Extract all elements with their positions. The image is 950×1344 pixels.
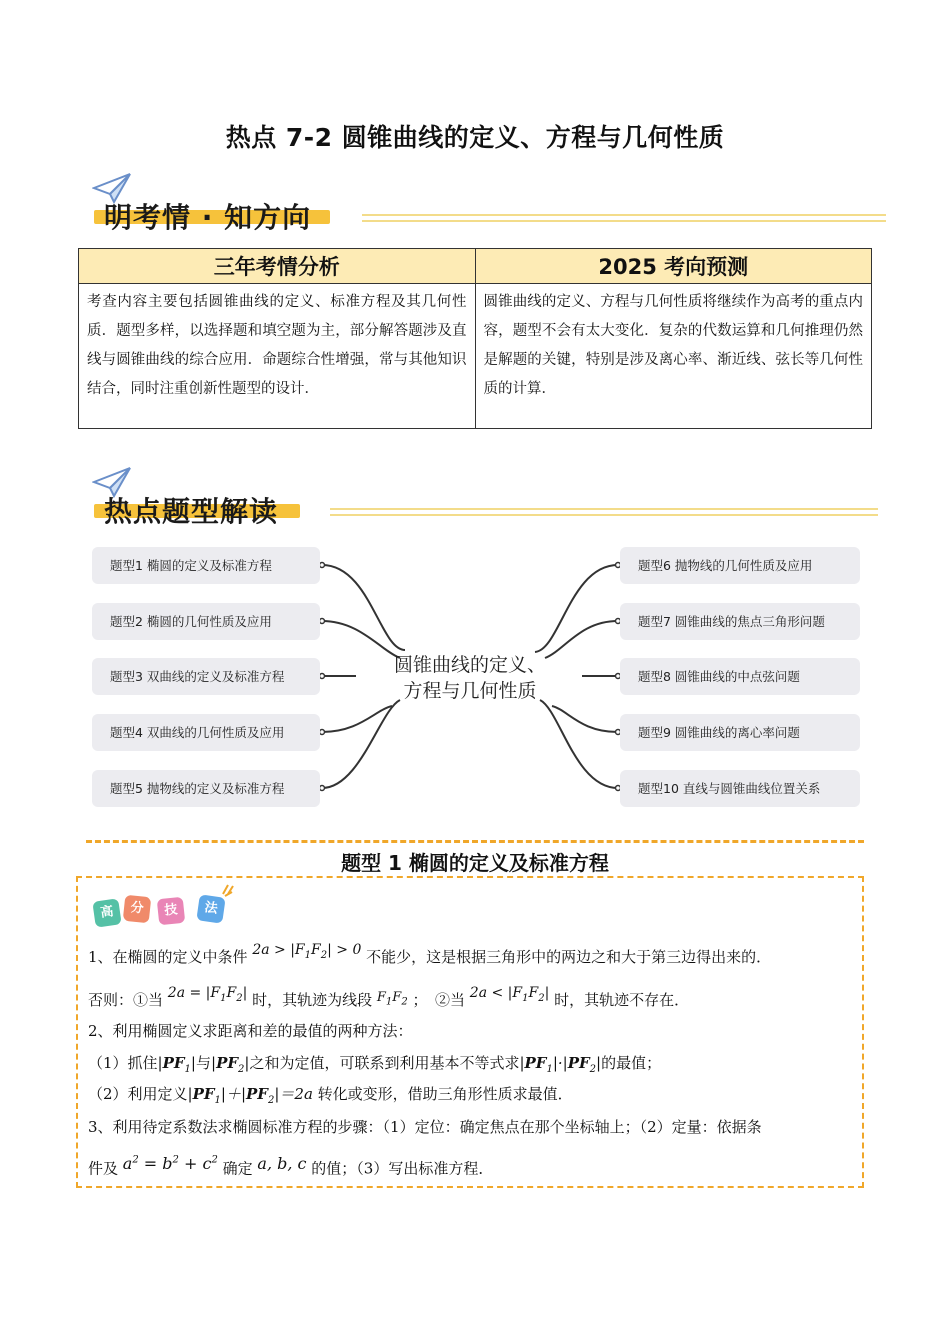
mindmap-center-line2: 方程与几何性质: [403, 680, 537, 702]
tip-text: （1）抓住: [88, 1054, 158, 1072]
badge-tile: 分: [123, 895, 152, 924]
topic-divider: [86, 840, 864, 843]
table-cell-forecast: 圆锥曲线的定义、方程与几何性质将继续作为高考的重点内容，题型不会有太大变化．复杂的代数运算和几何推理仍然是解题的关键，特别是涉及离心率、渐近线、弦长等几何性质的计算．: [475, 284, 872, 429]
tip-text: 的最值；: [601, 1054, 662, 1072]
tip-text: 之和为定值，可联系到利用基本不等式求: [249, 1054, 520, 1072]
tip-text: 与: [195, 1054, 211, 1072]
section-heading-exam-analysis: [88, 172, 348, 242]
section-heading-text: 明考情 · 知方向: [104, 201, 312, 234]
table-header-forecast: 2025 考向预测: [475, 249, 872, 284]
heading-stripes: [330, 508, 878, 516]
topic-node-2: 题型2 椭圆的几何性质及应用: [92, 603, 320, 640]
tip-text: 确定: [222, 1159, 253, 1178]
tip-text: 1、在椭圆的定义中条件: [88, 948, 248, 966]
table-cell-analysis: 考查内容主要包括圆锥曲线的定义、标准方程及其几何性质．题型多样，以选择题和填空题为主，部分解答题涉及直线与圆锥曲线的综合应用．命题综合性增强，常与其他知识结合，同时注重创新性题型的设计．: [79, 284, 476, 429]
topic-node-3: 题型3 双曲线的定义及标准方程: [92, 658, 320, 695]
topic-node-8: 题型8 圆锥曲线的中点弦问题: [620, 658, 860, 695]
tip-text: 时，其轨迹不存在．: [554, 991, 690, 1009]
badge-tile: 法: [196, 894, 225, 923]
tip-line-7: 件及 $a^2 = b^2 + c^2$ 确定 a, b, c 的值；（3）写出标准方程．: [88, 1154, 494, 1178]
topic-mindmap: [0, 540, 950, 820]
tip-line-2: 否则：①当 $2a = |F_1F_2|$ 时，其轨迹为线段 $F_1F_2$ ； ②当 $2a < |F_1F_2|$ 时，其轨迹不存在．: [88, 985, 690, 1009]
tip-line-1: 1、在椭圆的定义中条件 $2a > |F_1F_2| > 0$ 不能少，这是根据三角形中的两边之和大于第三边得出来的．: [88, 942, 772, 966]
tip-text: （2）利用定义: [88, 1085, 188, 1103]
exam-analysis-table: [78, 248, 872, 429]
topic-node-1: 题型1 椭圆的定义及标准方程: [92, 547, 320, 584]
sparkle-icon: [220, 882, 236, 898]
topic-node-9: 题型9 圆锥曲线的离心率问题: [620, 714, 860, 751]
tip-text: 的值；（3）写出标准方程．: [311, 1159, 494, 1178]
tip-text: ； ②当: [412, 991, 465, 1009]
tip-text: 时，其轨迹为线段: [252, 991, 373, 1009]
tip-text: 否则：①当: [88, 991, 164, 1009]
topic-node-10: 题型10 直线与圆锥曲线位置关系: [620, 770, 860, 807]
topic-node-6: 题型6 抛物线的几何性质及应用: [620, 547, 860, 584]
section-heading-text: 热点题型解读: [104, 495, 279, 528]
tip-text: 转化或变形，借助三角形性质求最值．: [317, 1085, 573, 1103]
high-score-tips-badge: [92, 882, 242, 930]
tip-text: 件及: [88, 1159, 119, 1178]
topic-node-7: 题型7 圆锥曲线的焦点三角形问题: [620, 603, 860, 640]
table-header-analysis: 三年考情分析: [79, 249, 476, 284]
tip-text: 不能少，这是根据三角形中的两边之和大于第三边得出来的．: [366, 948, 772, 966]
section-heading-topics: [88, 466, 318, 536]
page-title: 热点 7-2 圆锥曲线的定义、方程与几何性质: [225, 123, 725, 152]
tip-line-4: （1）抓住$|PF_1|$与$|PF_2|$之和为定值，可联系到利用基本不等式求$|PF_1|\cdot|PF_2|$的最值；: [88, 1054, 662, 1075]
mindmap-center: [365, 652, 575, 704]
badge-tile: 技: [157, 897, 186, 926]
tip-line-3: 2、利用椭圆定义求距离和差的最值的两种方法：: [88, 1022, 413, 1040]
topic-node-4: 题型4 双曲线的几何性质及应用: [92, 714, 320, 751]
heading-stripes: [362, 214, 886, 222]
topic1-title: 题型 1 椭圆的定义及标准方程: [341, 851, 609, 875]
topic-node-5: 题型5 抛物线的定义及标准方程: [92, 770, 320, 807]
mindmap-center-line1: 圆锥曲线的定义、: [393, 654, 546, 676]
tip-line-6: 3、利用待定系数法求椭圆标准方程的步骤：（1）定位：确定焦点在那个坐标轴上；（2）定量：依据条: [88, 1118, 762, 1136]
tip-line-5: （2）利用定义$|PF_1|+|PF_2|=2a$ 转化或变形，借助三角形性质求最值．: [88, 1085, 573, 1106]
badge-tile: 高: [92, 898, 121, 927]
